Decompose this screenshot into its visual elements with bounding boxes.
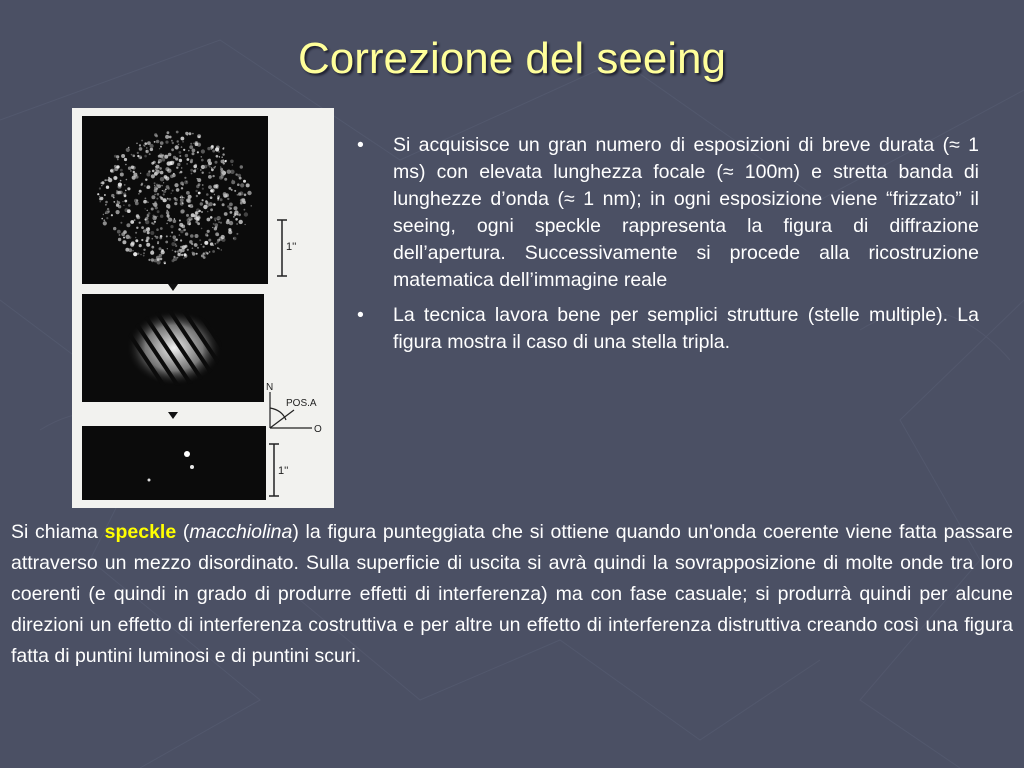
bullet-list	[357, 132, 979, 364]
bullet-mark: •	[357, 304, 364, 326]
speckle-term: speckle	[104, 521, 177, 543]
star-tertiary	[148, 479, 151, 482]
speckle-figure-graphic	[72, 108, 334, 508]
bullet-item	[357, 302, 979, 356]
scale-label-top: 1''	[286, 241, 297, 253]
bullet-text: Si acquisisce un gran numero di esposizioni di breve durata (≈ 1 ms) con elevata lunghezza focale (≈ 100m) e stretta banda di lunghezze d’onda (≈ 1 nm); in ogni esposizione viene “frizzato” il seeing, ogni speckle rappresenta la figura di diffrazione dell’apertura. Successivamente si procede alla ricostruzione matematica dell’immagine reale	[393, 134, 979, 291]
position-angle-label: POS.A	[286, 398, 317, 409]
bullet-text: La tecnica lavora bene per semplici strutture (stelle multiple). La figura mostra il caso di una stella tripla.	[393, 304, 979, 353]
triple-star-panel	[82, 426, 266, 500]
bullet-mark: •	[357, 134, 364, 156]
paragraph-paren: (	[176, 521, 190, 543]
origin-label: O	[314, 424, 322, 435]
star-primary	[184, 451, 190, 457]
scale-label-bottom: 1''	[278, 465, 289, 477]
macchiolina-term: macchiolina	[189, 521, 293, 543]
speckle-definition-paragraph	[11, 517, 1013, 672]
slide-title: Correzione del seeing	[297, 34, 727, 83]
paragraph-rest: ) la figura punteggiata che si ottiene quando un'onda coerente viene fatta passare attraverso un mezzo disordinato. Sulla superficie di uscita si avrà quindi la sovrapposizione di molte onde tra loro coerenti (e quindi in grado di produrre effetti di interferenza) ma con fase casuale; si produrrà quindi per alcune direzioni un effetto di interferenza costruttiva e per altre un effetto di interferenza distruttiva creando così una figura fatta di puntini luminosi e di puntini scuri.	[11, 521, 1013, 667]
star-secondary	[190, 465, 194, 469]
bullet-item	[357, 132, 979, 294]
north-label: N	[266, 382, 274, 393]
speckle-figure	[72, 108, 334, 508]
paragraph-lead: Si chiama	[11, 521, 105, 543]
